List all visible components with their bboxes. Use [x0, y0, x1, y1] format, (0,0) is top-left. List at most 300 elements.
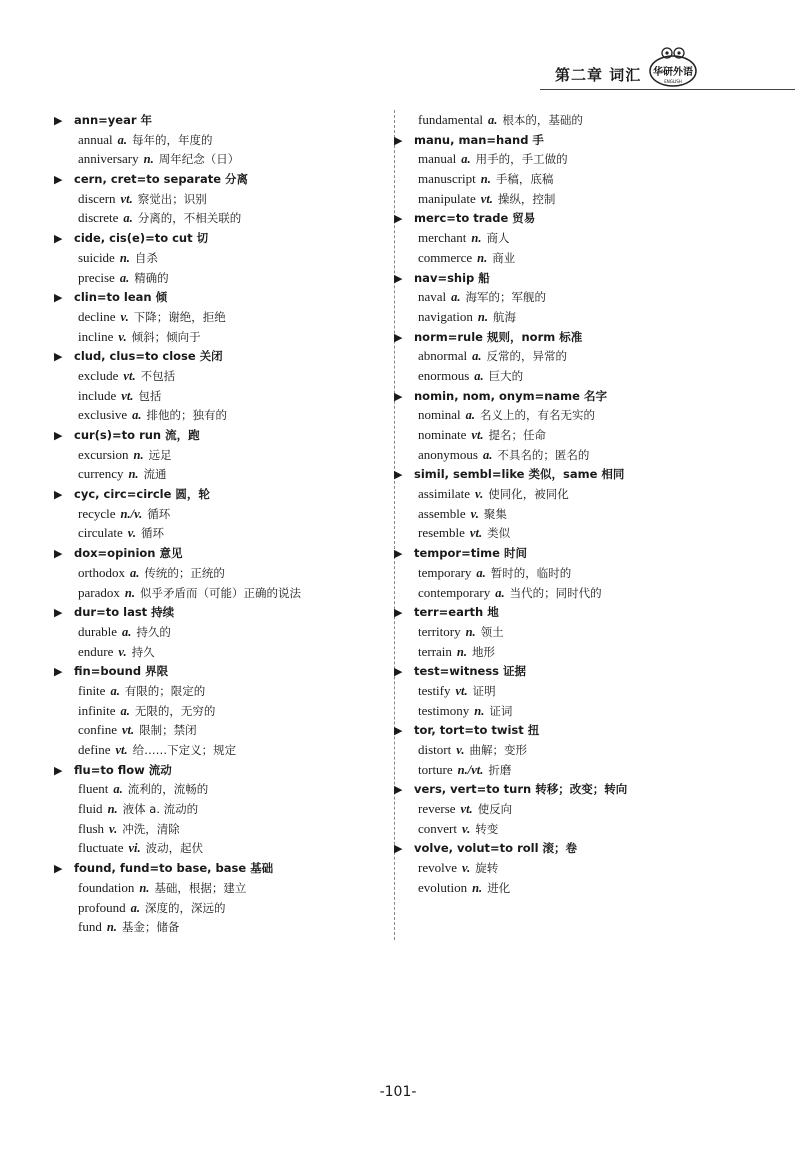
- part-of-speech: n.: [124, 585, 135, 600]
- root-heading: [54, 661, 389, 681]
- vocab-meaning: 巨大的: [488, 368, 524, 383]
- vocab-word: orthodox: [78, 564, 125, 580]
- part-of-speech: vt.: [115, 743, 128, 757]
- vocab-meaning: 基金；储备: [121, 920, 180, 935]
- vocab-meaning: 旋转: [475, 861, 499, 876]
- part-of-speech: a.: [472, 349, 482, 364]
- vocab-meaning: 手稿，底稿: [495, 172, 554, 187]
- vocab-meaning: 地形: [472, 644, 495, 659]
- vocab-meaning: 航海: [492, 309, 516, 324]
- root-heading: [394, 720, 764, 740]
- part-of-speech: n.: [465, 624, 476, 639]
- triangle-bullet-icon: ▶: [54, 114, 63, 127]
- part-of-speech: n.: [477, 250, 488, 265]
- vocab-entry: [54, 504, 389, 524]
- vocab-word: currency: [78, 466, 124, 482]
- page-number: -101-: [379, 1084, 417, 1100]
- triangle-bullet-icon: ▶: [394, 389, 403, 403]
- triangle-bullet-icon: ▶: [394, 547, 403, 561]
- part-of-speech: vt.: [455, 683, 468, 698]
- left-column: [54, 110, 389, 937]
- vocab-entry: [54, 838, 389, 858]
- vocab-meaning: 无限的，无穷的: [134, 703, 216, 718]
- vocab-word: testimony: [418, 702, 470, 718]
- part-of-speech: n.: [472, 880, 483, 895]
- vocab-word: territory: [418, 623, 461, 639]
- root-text: tempor=time 时间: [414, 546, 527, 561]
- root-heading: [394, 543, 764, 563]
- vocab-word: manual: [418, 151, 457, 167]
- vocab-meaning: 证词: [489, 703, 513, 718]
- vocab-meaning: 使同化，被同化: [488, 487, 569, 502]
- vocab-meaning: 当代的；同时代的: [509, 585, 602, 600]
- vocab-entry: [54, 523, 389, 543]
- part-of-speech: a.: [461, 152, 471, 167]
- part-of-speech: a.: [129, 565, 140, 580]
- triangle-bullet-icon: ▶: [54, 665, 63, 679]
- vocab-word: contemporary: [418, 584, 491, 600]
- root-text: found, fund=to base, base 基础: [74, 861, 274, 876]
- part-of-speech: n./v.: [120, 506, 143, 521]
- part-of-speech: v.: [461, 821, 471, 836]
- root-heading: [394, 838, 764, 858]
- vocab-word: decline: [78, 308, 116, 324]
- root-text: flu=to flow 流动: [74, 762, 172, 777]
- vocab-entry: [394, 110, 764, 130]
- vocab-meaning: 提名；任命: [488, 428, 547, 442]
- vocab-entry: [394, 405, 764, 425]
- vocab-entry: [54, 701, 389, 721]
- vocab-entry: [54, 779, 389, 799]
- vocab-word: annual: [78, 131, 113, 147]
- vocab-word: durable: [78, 623, 117, 639]
- part-of-speech: a.: [451, 290, 461, 305]
- part-of-speech: n.: [474, 703, 485, 718]
- vocab-meaning: 商业: [492, 250, 516, 265]
- vocab-word: exclude: [78, 367, 119, 383]
- vocab-word: fundamental: [418, 112, 483, 127]
- vocab-word: manuscript: [418, 171, 476, 187]
- vocab-entry: [394, 858, 764, 878]
- vocab-word: fluid: [78, 801, 103, 817]
- vocab-meaning: 流利的，流畅的: [127, 782, 209, 797]
- part-of-speech: v.: [475, 487, 484, 502]
- vocab-meaning: 精确的: [134, 270, 169, 285]
- root-text: volve, volut=to roll 滚；卷: [414, 841, 578, 856]
- triangle-bullet-icon: ▶: [54, 429, 63, 442]
- vocab-meaning: 似乎矛盾而（可能）正确的说法: [139, 585, 301, 600]
- part-of-speech: a.: [487, 113, 498, 127]
- triangle-bullet-icon: ▶: [394, 468, 403, 482]
- vocab-word: fluctuate: [78, 840, 124, 856]
- vocab-word: discrete: [78, 210, 119, 226]
- vocab-entry: [54, 720, 389, 740]
- part-of-speech: n.: [471, 231, 482, 246]
- vocab-meaning: 冲洗，清除: [122, 821, 180, 836]
- vocab-word: endure: [78, 643, 114, 659]
- vocab-meaning: 分离的，不相关联的: [137, 211, 242, 226]
- vocab-entry: [394, 583, 764, 603]
- page-header: [545, 62, 795, 92]
- root-text: tor, tort=to twist 扭: [414, 723, 540, 738]
- vocab-word: exclusive: [78, 407, 128, 423]
- vocab-entry: [54, 563, 389, 583]
- vocab-meaning: 用手的，手工做的: [475, 152, 568, 167]
- triangle-bullet-icon: ▶: [394, 842, 403, 856]
- root-text: test=witness 证据: [414, 664, 527, 679]
- triangle-bullet-icon: ▶: [54, 606, 63, 620]
- vocab-word: fluent: [78, 781, 109, 797]
- vocab-entry: [394, 681, 764, 701]
- vocab-entry: [54, 405, 389, 425]
- vocab-word: excursion: [78, 446, 129, 462]
- vocab-word: confine: [78, 722, 117, 738]
- vocab-meaning: 有限的；限定的: [124, 683, 206, 698]
- vocab-word: commerce: [418, 249, 473, 265]
- logo-text: 华研外语: [653, 67, 693, 78]
- part-of-speech: a.: [482, 447, 493, 462]
- vocab-entry: [394, 622, 764, 642]
- triangle-bullet-icon: ▶: [394, 606, 403, 620]
- vocab-meaning: 进化: [487, 880, 511, 895]
- vocab-meaning: 循环: [147, 506, 171, 521]
- root-text: nav=ship 船: [414, 270, 490, 285]
- vocab-entry: [54, 642, 389, 662]
- vocab-entry: [394, 484, 764, 504]
- vocab-entry: [394, 740, 764, 760]
- part-of-speech: n.: [128, 467, 139, 482]
- root-text: nomin, nom, onym=name 名字: [414, 388, 607, 403]
- vocab-word: define: [78, 742, 111, 757]
- triangle-bullet-icon: ▶: [394, 665, 403, 679]
- right-column: [394, 110, 764, 898]
- vocab-meaning: 倾斜；倾向于: [131, 329, 201, 344]
- vocab-word: temporary: [418, 564, 472, 580]
- vocab-word: suicide: [78, 249, 115, 265]
- vocab-word: flush: [78, 820, 104, 836]
- root-text: cide, cis(e)=to cut 切: [74, 231, 209, 246]
- vocab-word: convert: [418, 820, 457, 836]
- vocab-meaning: 证明: [472, 683, 496, 698]
- root-text: vers, vert=to turn 转移；改变；转向: [414, 782, 628, 797]
- triangle-bullet-icon: ▶: [54, 350, 63, 364]
- root-text: dur=to last 持续: [74, 605, 175, 620]
- vocab-entry: [394, 642, 764, 662]
- vocab-meaning: 远足: [148, 447, 172, 462]
- vocab-entry: [394, 523, 764, 543]
- part-of-speech: a.: [476, 565, 486, 580]
- part-of-speech: v.: [120, 309, 129, 324]
- root-text: manu, man=hand 手: [414, 132, 544, 147]
- vocab-word: abnormal: [418, 348, 468, 364]
- vocab-entry: [54, 189, 389, 209]
- vocab-word: manipulate: [418, 190, 476, 206]
- root-heading: [54, 484, 389, 504]
- vocab-entry: [394, 425, 764, 445]
- vocab-meaning: 根本的，基础的: [502, 113, 583, 127]
- part-of-speech: v.: [127, 526, 136, 541]
- vocab-entry: [394, 287, 764, 307]
- vocab-word: recycle: [78, 505, 116, 521]
- root-text: cur(s)=to run 流，跑: [74, 428, 200, 442]
- part-of-speech: vt.: [120, 191, 133, 206]
- vocab-entry: [394, 701, 764, 721]
- vocab-word: infinite: [78, 702, 116, 718]
- vocab-meaning: 名义上的，有名无实的: [479, 408, 595, 423]
- root-heading: [394, 464, 764, 484]
- root-text: simil, sembl=like 类似，same 相同: [414, 467, 625, 482]
- vocab-word: assemble: [418, 505, 466, 521]
- vocab-entry: [394, 228, 764, 248]
- part-of-speech: n.: [143, 152, 154, 167]
- triangle-bullet-icon: ▶: [54, 763, 63, 777]
- vocab-meaning: 折磨: [488, 762, 512, 777]
- root-text: terr=earth 地: [414, 605, 499, 620]
- part-of-speech: a.: [132, 408, 142, 423]
- root-heading: [54, 760, 389, 780]
- vocab-meaning: 曲解；变形: [469, 743, 527, 757]
- vocab-entry: [54, 681, 389, 701]
- root-heading: [54, 287, 389, 307]
- vocab-word: incline: [78, 328, 114, 344]
- vocab-word: revolve: [418, 860, 457, 876]
- vocab-entry: [54, 130, 389, 150]
- vocab-entry: [394, 760, 764, 780]
- vocab-entry: [54, 464, 389, 484]
- vocab-word: testify: [418, 682, 451, 698]
- part-of-speech: v.: [118, 644, 127, 659]
- part-of-speech: vt.: [480, 191, 493, 206]
- part-of-speech: a.: [117, 132, 128, 147]
- vocab-entry: [54, 878, 389, 898]
- vocab-word: assimilate: [418, 486, 470, 502]
- part-of-speech: n.: [119, 250, 130, 265]
- vocab-meaning: 聚集: [483, 506, 507, 521]
- vocab-meaning: 反常的，异常的: [486, 349, 567, 364]
- part-of-speech: vt.: [460, 802, 473, 817]
- vocab-entry: [54, 149, 389, 169]
- vocab-meaning: 循环: [140, 526, 164, 541]
- vocab-meaning: 商人: [486, 231, 510, 246]
- vocab-meaning: 排他的；独有的: [146, 408, 227, 423]
- vocab-entry: [394, 445, 764, 465]
- vocab-word: discern: [78, 190, 116, 206]
- triangle-bullet-icon: ▶: [54, 547, 63, 561]
- root-heading: [54, 858, 389, 878]
- part-of-speech: vt.: [471, 428, 484, 442]
- triangle-bullet-icon: ▶: [54, 862, 63, 876]
- root-text: clud, clus=to close 关闭: [74, 349, 223, 364]
- vocab-meaning: 转变: [475, 821, 499, 836]
- vocab-entry: [394, 307, 764, 327]
- vocab-entry: [394, 149, 764, 169]
- part-of-speech: n.: [106, 920, 117, 935]
- chapter-title: 第二章 词汇: [555, 66, 642, 84]
- vocab-entry: [394, 819, 764, 839]
- part-of-speech: a.: [130, 900, 141, 915]
- root-heading: [54, 346, 389, 366]
- vocab-entry: [394, 346, 764, 366]
- vocab-entry: [54, 445, 389, 465]
- root-text: cern, cret=to separate 分离: [74, 172, 249, 187]
- logo-subtext: ENGLISH: [664, 79, 682, 84]
- root-heading: [54, 425, 389, 445]
- vocab-entry: [394, 799, 764, 819]
- vocab-word: resemble: [418, 525, 465, 541]
- triangle-bullet-icon: ▶: [54, 291, 63, 305]
- vocab-word: precise: [78, 269, 115, 285]
- triangle-bullet-icon: ▶: [394, 133, 403, 147]
- part-of-speech: n.: [107, 802, 118, 817]
- vocab-meaning: 暂时的，临时的: [490, 565, 572, 580]
- vocab-word: nominate: [418, 427, 467, 442]
- vocab-word: merchant: [418, 230, 467, 246]
- part-of-speech: v.: [470, 506, 479, 521]
- root-text: cyc, circ=circle 圆，轮: [74, 487, 210, 502]
- root-text: dox=opinion 意见: [74, 546, 183, 561]
- root-heading: [394, 386, 764, 406]
- part-of-speech: n.: [477, 309, 488, 324]
- part-of-speech: n.: [456, 644, 467, 659]
- vocab-meaning: 周年纪念（日）: [158, 152, 240, 167]
- vocab-entry: [54, 268, 389, 288]
- vocab-word: circulate: [78, 525, 123, 541]
- root-text: norm=rule 规则，norm 标准: [414, 329, 583, 344]
- root-heading: [394, 779, 764, 799]
- triangle-bullet-icon: ▶: [394, 330, 403, 344]
- vocab-meaning: 不具名的；匿名的: [497, 447, 590, 462]
- part-of-speech: n.: [139, 880, 150, 895]
- vocab-meaning: 基础，根据；建立: [154, 880, 247, 895]
- vocab-meaning: 下降；谢绝，拒绝: [133, 309, 226, 324]
- triangle-bullet-icon: ▶: [394, 271, 403, 285]
- root-text: clin=to lean 倾: [74, 290, 168, 305]
- vocab-word: nominal: [418, 407, 461, 423]
- root-heading: [54, 228, 389, 248]
- vocab-entry: [54, 366, 389, 386]
- part-of-speech: n./vt.: [457, 762, 484, 777]
- part-of-speech: a.: [474, 368, 484, 383]
- vocab-word: anniversary: [78, 151, 139, 167]
- vocab-entry: [54, 386, 389, 406]
- vocab-entry: [54, 208, 389, 228]
- part-of-speech: v.: [109, 821, 118, 836]
- triangle-bullet-icon: ▶: [54, 232, 63, 246]
- root-text: fin=bound 界限: [74, 664, 169, 679]
- part-of-speech: vi.: [128, 841, 141, 856]
- vocab-meaning: 持久: [131, 644, 155, 659]
- vocab-entry: [54, 307, 389, 327]
- root-text: merc=to trade 贸易: [414, 211, 536, 226]
- vocab-meaning: 液体 a. 流动的: [122, 802, 199, 817]
- vocab-entry: [54, 740, 389, 760]
- vocab-meaning: 持久的: [136, 624, 171, 639]
- vocab-word: include: [78, 387, 117, 403]
- part-of-speech: vt.: [121, 723, 135, 738]
- vocab-meaning: 给……下定义；规定: [132, 743, 237, 757]
- vocab-word: naval: [418, 289, 447, 305]
- vocab-meaning: 使反向: [477, 802, 513, 817]
- part-of-speech: a.: [120, 703, 130, 718]
- part-of-speech: n.: [480, 172, 491, 187]
- root-heading: [394, 268, 764, 288]
- vocab-word: torture: [418, 761, 453, 777]
- vocab-entry: [394, 366, 764, 386]
- root-heading: [54, 169, 389, 189]
- vocab-entry: [394, 169, 764, 189]
- vocab-meaning: 操纵，控制: [497, 191, 556, 206]
- vocab-meaning: 自杀: [134, 250, 158, 265]
- vocab-word: foundation: [78, 879, 135, 895]
- vocab-meaning: 海军的；军舰的: [465, 290, 547, 305]
- vocab-meaning: 领土: [480, 624, 504, 639]
- header-rule: [540, 89, 795, 90]
- vocab-meaning: 每年的，年度的: [132, 132, 213, 147]
- vocab-meaning: 不包括: [140, 368, 176, 383]
- publisher-logo: [648, 44, 698, 90]
- vocab-entry: [54, 819, 389, 839]
- vocab-entry: [54, 248, 389, 268]
- root-heading: [54, 543, 389, 563]
- root-heading: [54, 110, 389, 130]
- vocab-word: evolution: [418, 879, 468, 895]
- vocab-entry: [54, 799, 389, 819]
- vocab-meaning: 深度的，深远的: [145, 900, 226, 915]
- vocab-word: distort: [418, 742, 452, 757]
- vocab-entry: [54, 622, 389, 642]
- part-of-speech: a.: [121, 624, 132, 639]
- root-heading: [394, 130, 764, 150]
- part-of-speech: v.: [461, 861, 471, 876]
- vocab-word: fund: [78, 919, 102, 935]
- triangle-bullet-icon: ▶: [394, 212, 403, 226]
- part-of-speech: a.: [465, 408, 475, 423]
- vocab-entry: [394, 878, 764, 898]
- triangle-bullet-icon: ▶: [54, 173, 63, 187]
- root-heading: [394, 208, 764, 228]
- part-of-speech: a.: [110, 683, 120, 698]
- triangle-bullet-icon: ▶: [54, 488, 63, 502]
- vocab-meaning: 限制；禁闭: [139, 723, 197, 738]
- vocab-word: reverse: [418, 801, 456, 817]
- root-heading: [394, 327, 764, 347]
- vocab-entry: [54, 583, 389, 603]
- vocab-entry: [54, 327, 389, 347]
- part-of-speech: v.: [456, 743, 465, 757]
- vocab-meaning: 波动，起伏: [145, 841, 204, 856]
- part-of-speech: a.: [123, 211, 133, 226]
- vocab-entry: [394, 563, 764, 583]
- part-of-speech: a.: [113, 782, 123, 797]
- part-of-speech: vt.: [469, 526, 483, 541]
- part-of-speech: a.: [495, 585, 505, 600]
- vocab-word: paradox: [78, 584, 120, 600]
- root-text: ann=year 年: [74, 113, 153, 127]
- vocab-entry: [394, 248, 764, 268]
- part-of-speech: v.: [118, 329, 127, 344]
- vocab-meaning: 类似: [487, 526, 511, 541]
- root-heading: [394, 661, 764, 681]
- vocab-word: terrain: [418, 643, 452, 659]
- vocab-word: finite: [78, 682, 106, 698]
- vocab-entry: [394, 504, 764, 524]
- root-heading: [54, 602, 389, 622]
- part-of-speech: vt.: [123, 368, 136, 383]
- triangle-bullet-icon: ▶: [394, 724, 403, 738]
- part-of-speech: n.: [133, 447, 144, 462]
- vocab-entry: [54, 898, 389, 918]
- vocab-entry: [54, 917, 389, 937]
